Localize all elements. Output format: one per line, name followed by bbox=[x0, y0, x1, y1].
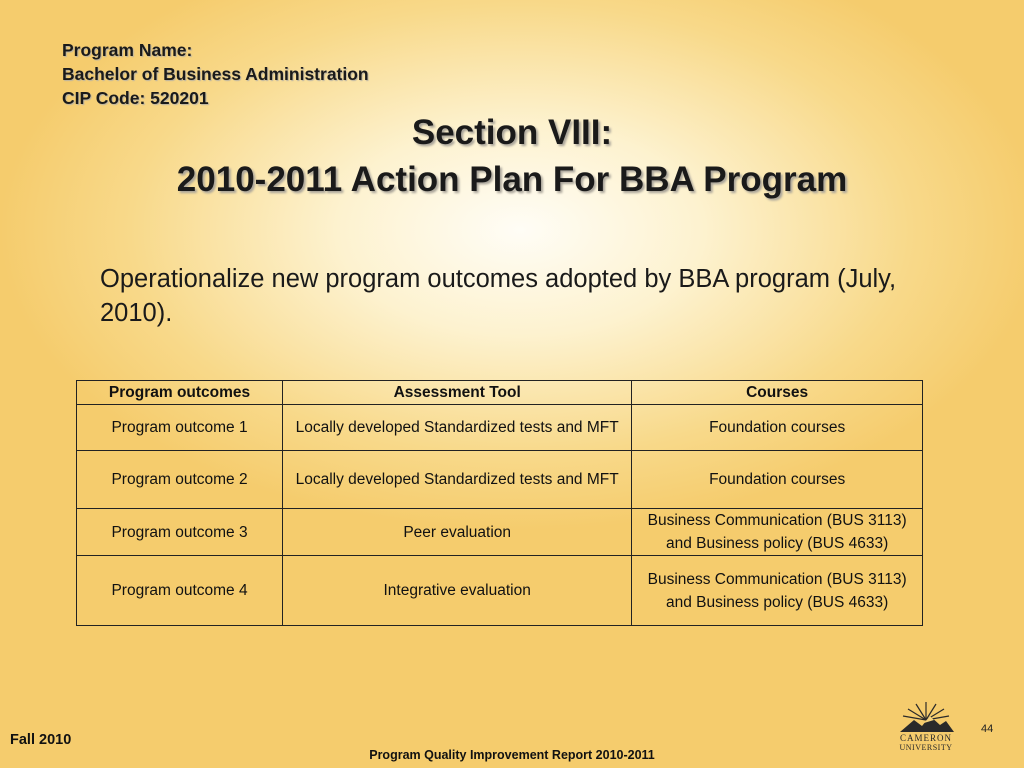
section-title: Section VIII: bbox=[411, 113, 613, 152]
logo-line1: CAMERON bbox=[899, 733, 952, 743]
intro-text: Operationalize new program outcomes adopted by BBA program (July, 2010). bbox=[100, 265, 897, 327]
page-number: 44 bbox=[981, 723, 994, 735]
program-name: Bachelor of Business Administration bbox=[62, 64, 369, 84]
logo-line2: UNIVERSITY bbox=[899, 743, 953, 752]
program-info bbox=[62, 38, 369, 110]
assessment-cell: Peer evaluation bbox=[283, 509, 632, 556]
assessment-cell: Integrative evaluation bbox=[283, 556, 632, 626]
courses-cell: Business Communication (BUS 3113) and Business policy (BUS 4633) bbox=[632, 509, 923, 556]
action-plan-title: 2010-2011 Action Plan For BBA Program bbox=[176, 160, 848, 199]
courses-cell: Foundation courses bbox=[632, 405, 923, 451]
table-row bbox=[77, 509, 923, 556]
header-program-outcomes: Program outcomes bbox=[77, 381, 283, 405]
courses-cell: Foundation courses bbox=[632, 451, 923, 509]
table-row bbox=[77, 405, 923, 451]
program-name-label: Program Name: bbox=[62, 40, 193, 60]
table-header-row bbox=[77, 381, 923, 405]
cip-code: CIP Code: 520201 bbox=[62, 88, 209, 108]
outcome-cell: Program outcome 3 bbox=[77, 509, 283, 556]
table-row bbox=[77, 556, 923, 626]
outcomes-table bbox=[76, 380, 923, 626]
slide-title bbox=[0, 110, 1024, 204]
courses-cell: Business Communication (BUS 3113) and Business policy (BUS 4633) bbox=[632, 556, 923, 626]
assessment-cell: Locally developed Standardized tests and MFT bbox=[283, 451, 632, 509]
outcome-cell: Program outcome 4 bbox=[77, 556, 283, 626]
report-title: Program Quality Improvement Report 2010-2011 bbox=[369, 748, 655, 762]
outcome-cell: Program outcome 2 bbox=[77, 451, 283, 509]
table-row bbox=[77, 451, 923, 509]
assessment-cell: Locally developed Standardized tests and MFT bbox=[283, 405, 632, 451]
outcome-cell: Program outcome 1 bbox=[77, 405, 283, 451]
logo-text bbox=[894, 734, 958, 752]
header-courses: Courses bbox=[632, 381, 923, 405]
term-label: Fall 2010 bbox=[10, 732, 72, 748]
header-assessment-tool: Assessment Tool bbox=[283, 381, 632, 405]
